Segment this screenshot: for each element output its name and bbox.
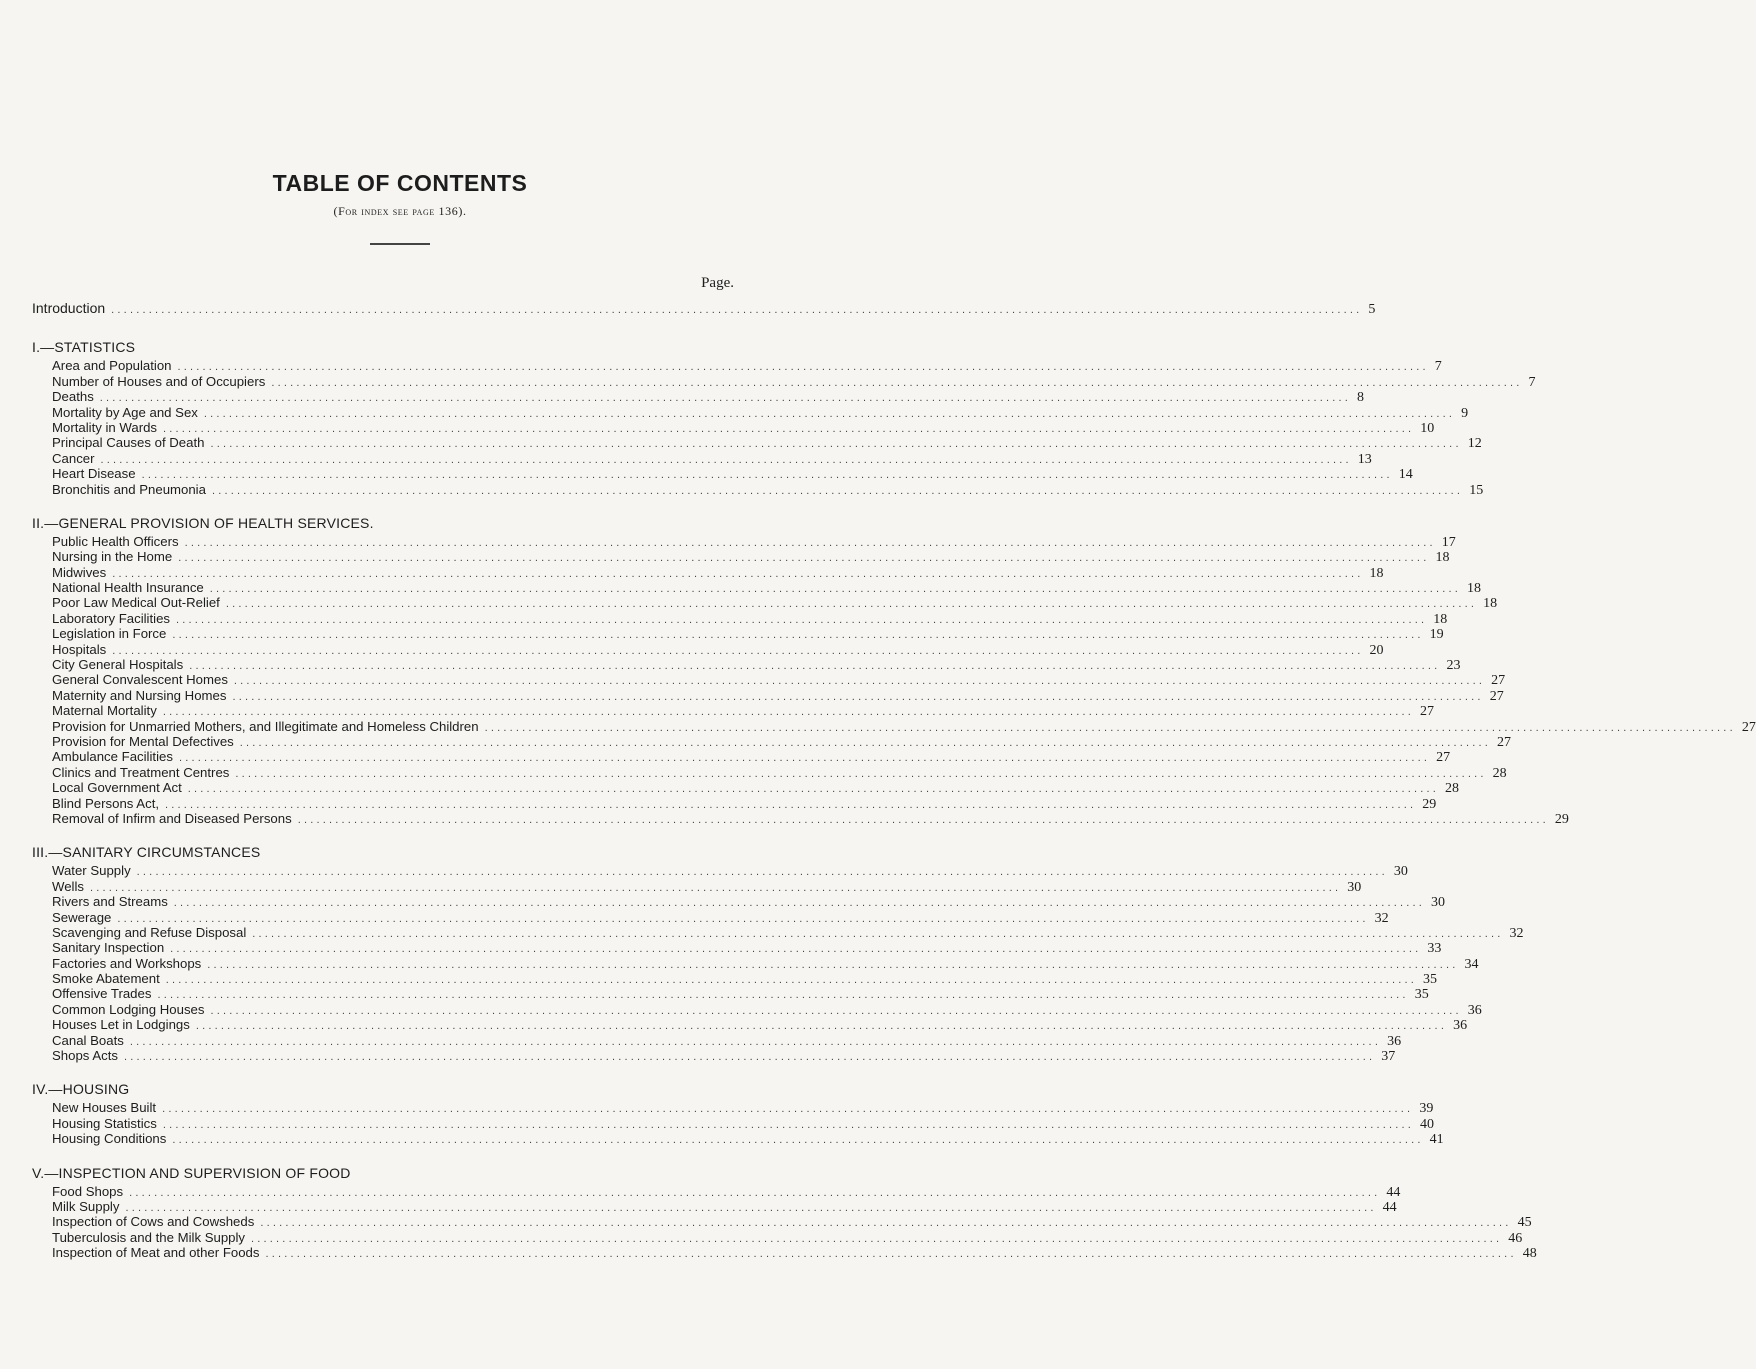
toc-entry[interactable] [32,1115,1435,1132]
toc-entry-page: 18 [1466,581,1481,597]
index-reference-text: For index see page [338,204,435,218]
index-reference-close: ). [458,204,467,218]
toc-entry-title: Mortality by Age and Sex [52,404,198,420]
toc-entry-page: 29 [1554,811,1569,827]
dot-leader: ........................................................................................................................................................................................................ [203,407,1456,420]
dot-leader: ........................................................................................................................................................................................................ [235,767,1487,780]
toc-entry-title: Provision for Unmarried Mothers, and Illegitimate and Homeless Children [52,718,479,734]
section-heading: II.—GENERAL PROVISION OF HEALTH SERVICES. [32,514,374,531]
toc-entry[interactable] [32,795,1437,812]
toc-entry[interactable] [32,610,1448,627]
dot-leader: ........................................................................................................................................................................................................ [112,567,1364,580]
toc-entry-page: 48 [1522,1246,1537,1262]
dot-leader: ........................................................................................................................................................................................................ [162,1103,1414,1116]
dot-leader: ........................................................................................................................................................................................................ [251,1232,1503,1245]
toc-entry[interactable] [32,940,1442,957]
dot-leader: ........................................................................................................................................................................................................ [112,644,1364,657]
toc-entry[interactable] [32,971,1437,988]
dot-leader: ........................................................................................................................................................................................................ [157,989,1409,1002]
toc-entry[interactable] [32,1245,1537,1262]
toc-entry-title: Shops Acts [52,1048,118,1064]
toc-entry-page: 27 [1489,688,1504,704]
toc-entry-page: 27 [1741,719,1756,735]
toc-entry-title: Public Health Officers [52,533,179,549]
toc-entry-page: 45 [1517,1215,1532,1231]
toc-entry-title: City General Hospitals [52,657,184,673]
toc-entry-page: 35 [1414,987,1429,1003]
toc-entry[interactable] [32,389,1365,406]
toc-entry[interactable] [32,1017,1468,1034]
toc-entry-page: 7 [1528,374,1536,390]
toc-section [32,844,1524,1065]
dot-leader: ........................................................................................................................................................................................................ [176,613,1428,626]
toc-entry-page: 28 [1492,765,1507,781]
dot-leader: ........................................................................................................................................................................................................ [100,453,1352,466]
toc-entry[interactable] [32,955,1479,972]
section-heading: I.—STATISTICS [32,339,136,356]
toc-entry-page: 35 [1423,972,1437,988]
toc-entry-page: 15 [1469,482,1484,498]
toc-entry-title: Removal of Infirm and Diseased Persons [52,810,292,826]
page-title: TABLE OF CONTENTS [272,170,528,196]
dot-leader: ........................................................................................................................................................................................................ [111,304,1363,316]
dot-leader: ........................................................................................................................................................................................................ [177,361,1429,374]
toc-entry[interactable] [32,909,1389,926]
toc-entry[interactable] [32,533,1456,550]
toc-entry-title: Local Government Act [52,780,182,796]
toc-entry-page: 23 [1446,658,1461,674]
toc-entry-page: 18 [1433,611,1448,627]
toc-entry[interactable] [32,1229,1523,1246]
toc-entry-page: 27 [1497,734,1512,750]
toc-entry-title: Offensive Trades [52,986,152,1002]
toc-entry[interactable] [32,358,1442,375]
dot-leader: ........................................................................................................................................................................................................ [211,484,1464,497]
dot-leader: ........................................................................................................................................................................................................ [484,721,1736,734]
toc-entry-title: Hospitals [52,641,107,657]
dot-leader: ........................................................................................................................................................................................................ [260,1217,1512,1230]
toc-entry-page: 36 [1453,1018,1468,1034]
dot-leader: ........................................................................................................................................................................................................ [172,629,1424,642]
toc-entry[interactable] [32,1048,1396,1065]
toc-entry-page: 27 [1436,750,1451,766]
toc-entry[interactable] [32,749,1451,766]
toc-entry[interactable] [32,894,1446,911]
toc-entry-page: 36 [1387,1033,1402,1049]
toc-entry[interactable] [32,924,1524,941]
toc-entry-page: 46 [1508,1230,1523,1246]
toc-entry-title: Inspection of Cows and Cowsheds [52,1214,255,1230]
dot-leader: ........................................................................................................................................................................................................ [225,598,1478,611]
toc-entry-title: Legislation in Force [52,626,167,642]
toc-entry-page: 7 [1434,359,1442,375]
toc-entry-title: Wells [52,878,84,894]
dot-leader: ........................................................................................................................................................................................................ [271,376,1523,389]
toc-entry-page: 27 [1420,704,1435,720]
dot-leader: ........................................................................................................................................................................................................ [163,422,1415,435]
toc-entry-page: 33 [1427,941,1442,957]
toc-entry[interactable] [32,1100,1434,1117]
toc-entry-page: 30 [1393,864,1408,880]
toc-entry[interactable] [32,435,1482,452]
toc-section [32,514,1756,827]
toc-entry-page: 32 [1509,925,1524,941]
toc-section [32,339,1536,498]
toc-entry-page: 28 [1444,781,1459,797]
toc-entry-title: Milk Supply [52,1198,120,1214]
dot-leader: ........................................................................................................................................................................................................ [265,1248,1517,1261]
toc-entry-title: Bronchitis and Pneumonia [52,481,206,497]
toc-entry-title: Introduction [32,300,106,316]
toc-entry-title: Number of Houses and of Occupiers [52,373,266,389]
toc-entry[interactable] [32,450,1372,467]
toc-entry-page: 44 [1386,1184,1401,1200]
toc-entry[interactable] [32,986,1429,1003]
dot-leader: ........................................................................................................................................................................................................ [232,690,1484,703]
toc-entry-page: 19 [1429,627,1444,643]
toc-entry[interactable] [32,419,1435,436]
dot-leader: ........................................................................................................................................................................................................ [207,958,1459,971]
dot-leader: ........................................................................................................................................................................................................ [141,469,1393,482]
toc-entry-title: Scavenging and Refuse Disposal [52,924,247,940]
toc-entry-page: 13 [1357,451,1372,467]
toc-entry[interactable] [32,626,1444,643]
toc-entry[interactable] [32,718,1756,735]
toc-entry-title: Heart Disease [52,466,136,482]
toc-entry-title: Mortality in Wards [52,419,158,435]
dot-leader: ........................................................................................................................................................................................................ [90,881,1342,894]
toc-entry-title: Housing Conditions [52,1131,167,1147]
toc-entry-page: 5 [1368,302,1376,317]
page-column-label: Page. [701,275,734,291]
toc-entry-page: 30 [1431,895,1446,911]
toc-entry-page: 14 [1398,467,1413,483]
toc-entry-page: 32 [1374,910,1389,926]
toc-entry[interactable] [32,404,1469,421]
toc-entry-introduction[interactable] [32,300,1376,317]
dot-leader: ........................................................................................................................................................................................................ [189,660,1441,673]
toc-entry[interactable] [32,810,1569,827]
toc-entry-title: Cancer [52,450,95,466]
toc-entry-title: National Health Insurance [52,580,204,596]
toc-entry-title: New Houses Built [52,1100,157,1116]
dot-leader: ........................................................................................................................................................................................................ [239,736,1492,749]
toc-section [32,1164,1537,1262]
dot-leader: ........................................................................................................................................................................................................ [209,583,1461,596]
dot-leader: ........................................................................................................................................................................................................ [233,675,1486,688]
toc-entry-page: 18 [1483,596,1498,612]
toc-entry-title: Midwives [52,564,107,580]
dot-leader: ........................................................................................................................................................................................................ [210,1004,1462,1017]
section-heading: III.—SANITARY CIRCUMSTANCES [32,844,261,861]
index-reference [0,204,800,219]
toc-entry-page: 27 [1491,673,1506,689]
dot-leader: ........................................................................................................................................................................................................ [210,438,1462,451]
toc-entry-title: Nursing in the Home [52,549,173,565]
toc-entry[interactable] [32,1131,1444,1148]
toc-entry[interactable] [32,1001,1482,1018]
toc-entry-title: Area and Population [52,358,172,374]
toc-entry-title: Rivers and Streams [52,894,168,910]
toc-entry-page: 18 [1369,565,1384,581]
toc-entry-page: 10 [1420,420,1435,436]
toc-entry-title: Canal Boats [52,1032,124,1048]
toc-entry[interactable] [32,1198,1397,1215]
toc-entry-page: 29 [1422,796,1437,812]
dot-leader: ........................................................................................................................................................................................................ [252,927,1504,940]
toc-entry-title: Sewerage [52,909,112,925]
toc-entry-title: Common Lodging Houses [52,1001,205,1017]
toc-entry[interactable] [32,687,1504,704]
dot-leader: ........................................................................................................................................................................................................ [170,943,1422,956]
toc-entry[interactable] [32,672,1506,689]
dot-leader: ........................................................................................................................................................................................................ [123,1051,1376,1064]
toc-entry[interactable] [32,641,1384,658]
toc-entry-title: Houses Let in Lodgings [52,1017,190,1033]
toc-entry-title: Water Supply [52,863,131,879]
toc-entry[interactable] [32,549,1450,566]
toc-entry-page: 20 [1369,642,1384,658]
toc-entry[interactable] [32,1183,1401,1200]
toc-entry-page: 9 [1461,405,1469,421]
toc-entry-page: 36 [1467,1002,1482,1018]
toc-entry-title: General Convalescent Homes [52,672,228,688]
dot-leader: ........................................................................................................................................................................................................ [195,1020,1448,1033]
toc-section [32,1081,1444,1148]
toc-entry-title: Sanitary Inspection [52,940,165,956]
toc-entry-title: Provision for Mental Defectives [52,733,234,749]
toc-entry[interactable] [32,481,1484,498]
toc-entry[interactable] [32,564,1384,581]
toc-entry-title: Principal Causes of Death [52,435,205,451]
toc-entry-page: 39 [1419,1101,1434,1117]
dot-leader: ........................................................................................................................................................................................................ [99,392,1352,405]
dot-leader: ........................................................................................................................................................................................................ [165,798,1417,811]
index-reference-open: ( [333,204,339,218]
dot-leader: ........................................................................................................................................................................................................ [297,813,1549,826]
toc-entry-title: Tuberculosis and the Milk Supply [52,1229,246,1245]
dot-leader: ........................................................................................................................................................................................................ [187,783,1439,796]
toc-entry-title: Maternity and Nursing Homes [52,687,227,703]
toc-entry-page: 18 [1435,550,1450,566]
dot-leader: ........................................................................................................................................................................................................ [178,552,1430,565]
toc-entry-title: Food Shops [52,1183,124,1199]
dot-leader: ........................................................................................................................................................................................................ [162,1118,1415,1131]
toc-entry[interactable] [32,780,1459,797]
toc-entry-title: Ambulance Facilities [52,749,173,765]
toc-entry[interactable] [32,733,1512,750]
section-heading: IV.—HOUSING [32,1081,130,1098]
dot-leader: ........................................................................................................................................................................................................ [184,536,1436,549]
toc-entry-title: Deaths [52,389,94,405]
toc-entry-page: 8 [1357,390,1365,406]
index-reference-page: 136 [438,204,459,218]
dot-leader: ........................................................................................................................................................................................................ [162,706,1415,719]
toc-entry-page: 40 [1420,1116,1435,1132]
dot-leader: ........................................................................................................................................................................................................ [178,752,1431,765]
dot-leader: ........................................................................................................................................................................................................ [136,866,1388,879]
dot-leader: ........................................................................................................................................................................................................ [129,1186,1381,1199]
section-heading: V.—INSPECTION AND SUPERVISION OF FOOD [32,1164,351,1181]
toc-entry-title: Clinics and Treatment Centres [52,764,230,780]
toc-entry-page: 37 [1381,1049,1396,1065]
toc-entry[interactable] [32,764,1507,781]
toc-entry-title: Inspection of Meat and other Foods [52,1245,260,1261]
toc-entry-title: Smoke Abatement [52,971,160,987]
toc-entry-title: Factories and Workshops [52,955,202,971]
toc-entry-page: 44 [1382,1199,1397,1215]
toc-entry-title: Maternal Mortality [52,703,157,719]
toc-entry[interactable] [32,595,1498,612]
toc-entry[interactable] [32,466,1413,483]
toc-entry-page: 30 [1347,879,1362,895]
toc-entry[interactable] [32,1214,1532,1231]
toc-entry-page: 17 [1441,534,1456,550]
toc-entry-title: Blind Persons Act, [52,795,160,811]
dot-leader: ........................................................................................................................................................................................................ [125,1201,1377,1214]
toc-entry[interactable] [32,1032,1402,1049]
dot-leader: ........................................................................................................................................................................................................ [172,1134,1424,1147]
toc-sections [32,339,1756,1262]
toc-entry-title: Housing Statistics [52,1115,157,1131]
toc-entry-page: 34 [1464,956,1479,972]
toc-entry[interactable] [32,657,1461,674]
toc-entry-title: Laboratory Facilities [52,610,171,626]
toc-entry[interactable] [32,703,1435,720]
dot-leader: ........................................................................................................................................................................................................ [117,912,1369,925]
toc-entry-title: Poor Law Medical Out-Relief [52,595,220,611]
toc-entry-page: 41 [1429,1132,1444,1148]
dot-leader: ........................................................................................................................................................................................................ [165,974,1417,987]
dot-leader: ........................................................................................................................................................................................................ [129,1035,1382,1048]
toc-entry[interactable] [32,863,1408,880]
toc-entry[interactable] [32,373,1536,390]
dot-leader: ........................................................................................................................................................................................................ [173,897,1426,910]
toc-entry[interactable] [32,878,1362,895]
table-of-contents [32,295,1756,1279]
title-divider [370,243,430,245]
toc-entry-page: 12 [1467,436,1482,452]
toc-entry[interactable] [32,580,1481,597]
